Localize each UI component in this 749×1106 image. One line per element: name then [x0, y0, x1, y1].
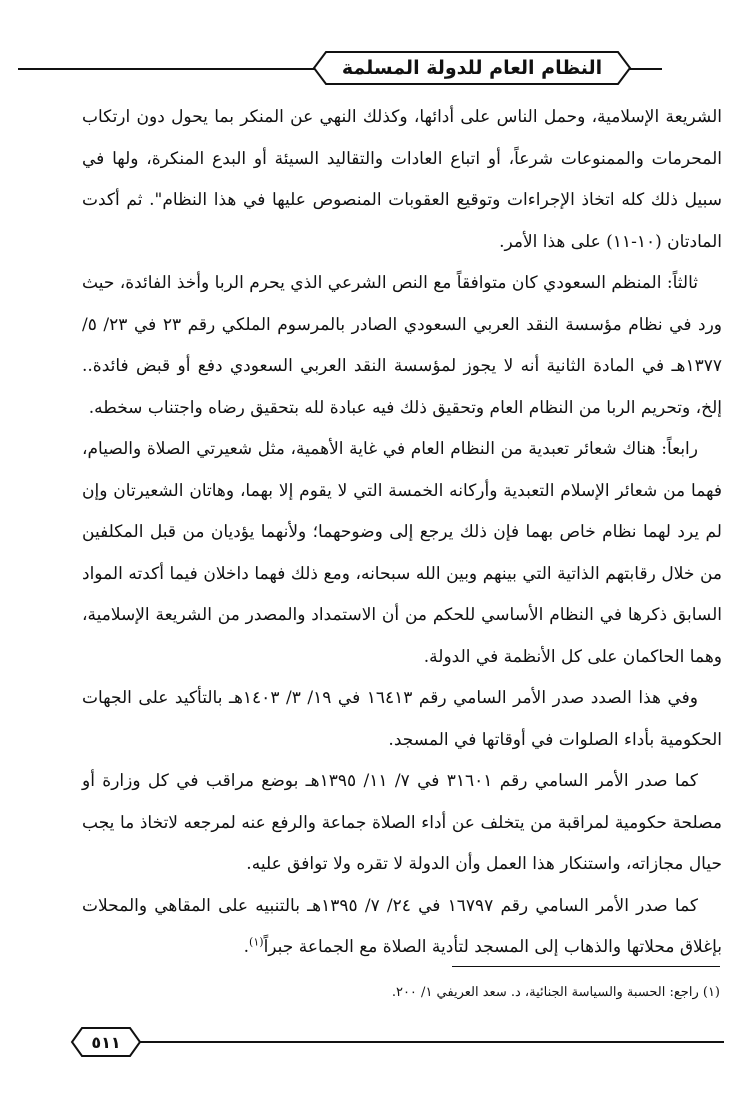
paragraph: وفي هذا الصدد صدر الأمر السامي رقم ١٦٤١٣ في ١٩/ ٣/ ١٤٠٣هـ بالتأكيد على الجهات الحكومية بأداء الصلوات في أوقاتها في المسجد. [82, 688, 722, 750]
page-footer [0, 1022, 749, 1062]
header-rule-right [628, 68, 662, 70]
paragraph-tail: . [243, 937, 250, 957]
footnote-reference[interactable]: (١) [249, 935, 264, 949]
header-title-frame [312, 50, 632, 86]
paragraph: ثالثاً: المنظم السعودي كان متوافقاً مع النص الشرعي الذي يحرم الربا وأخذ الفائدة، حيث ورد في نظام مؤسسة النقد العربي السعودي الصادر بالمرسوم الملكي رقم ٢٣ في ٢٣/ ٥/ ١٣٧٧هـ في المادة الثانية أنه لا يجوز لمؤسسة النقد العربي السعودي دفع أو قبض فائدة.. إلخ، وتحريم الربا من النظام العام وتحقيق ذلك فيه عبادة لله بتحقيق رضاه واجتناب سخطه. [82, 273, 722, 418]
body-text [82, 97, 722, 969]
paragraph: كما صدر الأمر السامي رقم ٣١٦٠١ في ٧/ ١١/ ١٣٩٥هـ بوضع مراقب في كل وزارة أو مصلحة حكومية لمراقبة من يتخلف عن أداء الصلاة جماعة والرفع عنه لمرجعه لاتخاذ ما يجب حيال مجازاته، واستنكار هذا العمل وأن الدولة لا تقره ولا توافق عليه. [82, 771, 722, 874]
footnote: (١) راجع: الحسبة والسياسة الجنائية، د. سعد العريفي ١/ ٢٠٠. [391, 985, 720, 1000]
page-number-frame [70, 1026, 142, 1058]
footer-rule [138, 1041, 724, 1043]
page-number: ٥١١ [91, 1032, 121, 1052]
paragraph: رابعاً: هناك شعائر تعبدية من النظام العام في غاية الأهمية، مثل شعيرتي الصلاة والصيام، فهما من شعائر الإسلام التعبدية وأركانه الخمسة التي لا يقوم إلا بهما، وهاتان الشعيرتان وإن لم يرد لهما نظام خاص بهما فإن ذلك يرجع إلى وضوحهما؛ ولأنهما يؤديان من قبل المكلفين من خلال رقابتهم الذاتية التي بينهم وبين الله سبحانه، ومع ذلك فهما داخلان فيما أكدته المواد السابق ذكرها في النظام الأساسي للحكم من أن الاستمداد والمصدر من الشريعة الإسلامية، وهما الحاكمان على كل الأنظمة في الدولة. [82, 439, 722, 667]
paragraph-text: كما صدر الأمر السامي رقم ١٦٧٩٧ في ٢٤/ ٧/ ١٣٩٥هـ بالتنبيه على المقاهي والمحلات بإغلاق محلاتها والذهاب إلى المسجد لتأدية الصلاة مع الجماعة جبراً [82, 895, 722, 957]
footnote-separator [452, 966, 720, 967]
header-rule-left [18, 68, 316, 70]
paragraph [82, 886, 722, 969]
page-header [0, 48, 749, 90]
paragraph: الشريعة الإسلامية، وحمل الناس على أدائها، وكذلك النهي عن المنكر بما يحول دون ارتكاب المحرمات والممنوعات شرعاً، أو اتباع العادات والتقاليد السيئة أو البدع المنكرة، ولها في سبيل ذلك كله اتخاذ الإجراءات وتوقيع العقوبات المنصوص عليها في هذا النظام". ثم أكدت المادتان (١٠-١١) على هذا الأمر. [82, 107, 722, 252]
running-header-title: النظام العام للدولة المسلمة [341, 57, 603, 79]
